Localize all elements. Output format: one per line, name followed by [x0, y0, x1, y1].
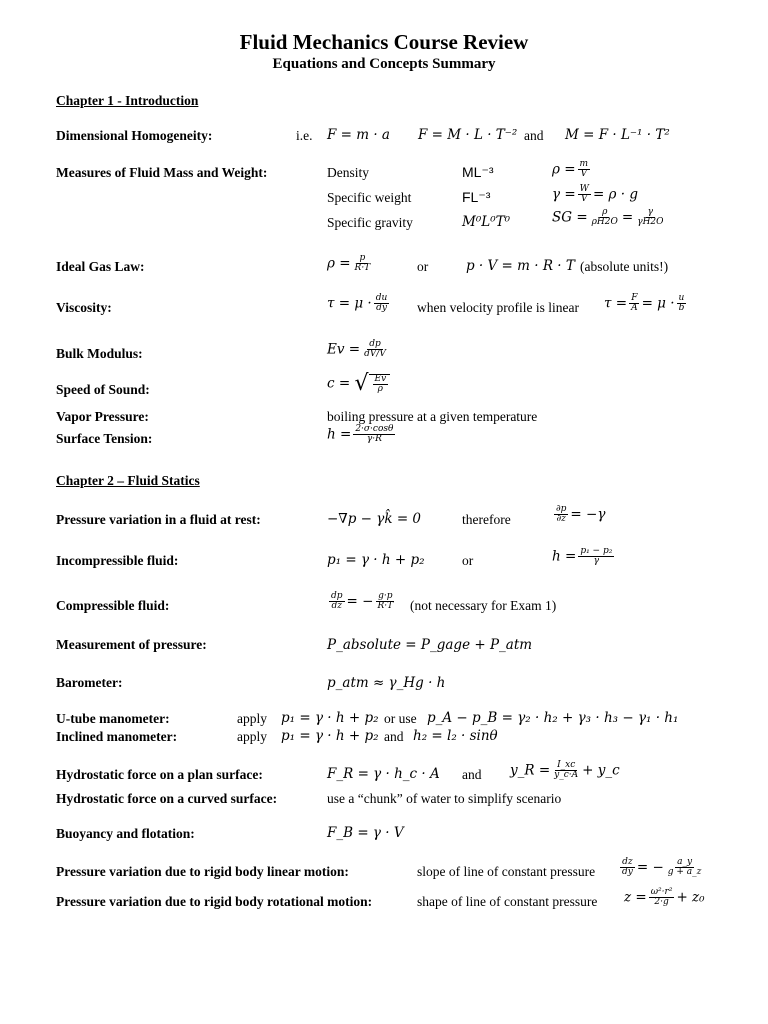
viscosity-note: when velocity profile is linear — [417, 300, 579, 315]
compressible-label: Compressible fluid: — [56, 598, 170, 613]
buoyancy-label: Buoyancy and flotation: — [56, 826, 195, 841]
curved-surface-text: use a “chunk” of water to simplify scenario — [327, 791, 562, 806]
u-tube-eq: p₁ = γ · h + p₂ — [281, 710, 379, 726]
u-tube-eq-2: p_A − p_B = γ₂ · h₂ + γ₃ · h₃ − γ₁ · h₁ — [427, 710, 679, 726]
density-label: Density — [327, 165, 369, 180]
viscosity-eq-2: τ = $\frac{F}{A}$ = μ · $\frac{u}{b}$ — [604, 293, 685, 314]
inclined-eq: p₁ = γ · h + p₂ — [281, 728, 379, 744]
rest-eq: −∇p − γk̂ = 0 — [327, 511, 422, 527]
surface-tension-label: Surface Tension: — [56, 431, 153, 446]
u-tube-apply: apply — [237, 711, 267, 726]
rest-eq-2: $\frac{\partial p}{\partial z}$ = −γ — [556, 504, 606, 525]
speed-of-sound-eq: c = √ $\frac{Ev}{\rho}$ — [327, 373, 390, 395]
dimensional-ie: i.e. — [296, 128, 313, 143]
measures-label: Measures of Fluid Mass and Weight: — [56, 165, 268, 180]
specific-weight-label: Specific weight — [327, 190, 412, 205]
bulk-modulus-label: Bulk Modulus: — [56, 346, 143, 361]
plan-surface-and: and — [462, 767, 482, 782]
ideal-gas-or: or — [417, 259, 429, 274]
u-tube-or: or use — [384, 711, 417, 726]
dimensional-eq-1: F = m · a — [327, 127, 390, 143]
chapter-1-heading: Chapter 1 - Introduction — [56, 93, 199, 108]
ideal-gas-label: Ideal Gas Law: — [56, 259, 145, 274]
viscosity-label: Viscosity: — [56, 300, 112, 315]
buoyancy-eq: F_B = γ · V — [327, 825, 404, 841]
ideal-gas-eq-1: ρ = $\frac{p}{R\cdot T}$ — [327, 253, 371, 274]
specific-weight-eq: γ = $\frac{W}{V}$ = ρ · g — [552, 184, 638, 205]
dimensional-and: and — [524, 128, 544, 143]
inclined-apply: apply — [237, 729, 267, 744]
density-units: ML⁻³ — [462, 164, 494, 180]
linear-motion-text: slope of line of constant pressure — [417, 864, 596, 879]
measurement-label: Measurement of pressure: — [56, 637, 207, 652]
surface-tension-eq: h = $\frac{2\cdot\sigma\cdot\cos\theta}{\gamma\cdot R}$ — [327, 424, 394, 445]
page-subtitle: Equations and Concepts Summary — [272, 56, 496, 72]
compressible-note: (not necessary for Exam 1) — [410, 598, 557, 613]
bulk-modulus-eq: Ev = $\frac{dp}{dV/V}$ — [327, 339, 386, 360]
ideal-gas-eq-2: p · V = m · R · T — [466, 258, 575, 274]
incompressible-or: or — [462, 553, 474, 568]
dimensional-eq-3: M = F · L⁻¹ · T² — [565, 127, 670, 143]
viscosity-eq-1: τ = μ · $\frac{du}{dy}$ — [327, 293, 388, 314]
u-tube-label: U-tube manometer: — [56, 711, 170, 726]
inclined-eq-2: h₂ = l₂ · sinθ — [413, 728, 498, 744]
rest-label: Pressure variation in a fluid at rest: — [56, 512, 261, 527]
barometer-label: Barometer: — [56, 675, 123, 690]
specific-gravity-eq: SG = $\frac{\rho}{\rho H2O}$ = $\frac{\gamma}{\gamma H2O}$ — [552, 207, 664, 228]
plan-surface-label: Hydrostatic force on a plan surface: — [56, 767, 263, 782]
plan-surface-eq: F_R = γ · h_c · A — [327, 766, 440, 782]
linear-motion-eq: $\frac{dz}{dy}$ = − $\frac{a\_y}{g + a\_z}$ — [622, 857, 702, 878]
rotational-motion-label: Pressure variation due to rigid body rotational motion: — [56, 894, 373, 909]
incompressible-eq-2: h = $\frac{\text{p₁ − p₂}}{\gamma}$ — [552, 546, 613, 567]
rotational-motion-eq: z = $\frac{\text{ω²·r²}}{2\cdot g}$ + z₀ — [624, 887, 705, 908]
measurement-eq: P_absolute = P_gage + P_atm — [327, 637, 533, 653]
linear-motion-label: Pressure variation due to rigid body linear motion: — [56, 864, 349, 879]
rest-therefore: therefore — [462, 512, 511, 527]
dimensional-eq-2: F = M · L · T⁻² — [418, 127, 518, 143]
speed-of-sound-label: Speed of Sound: — [56, 382, 150, 397]
chapter-2-heading: Chapter 2 – Fluid Statics — [56, 473, 200, 488]
page-title: Fluid Mechanics Course Review — [239, 30, 529, 54]
inclined-and: and — [384, 729, 404, 744]
compressible-eq: $\frac{dp}{dz}$ = − $\frac{g\cdot p}{R\cdot T}$ — [331, 591, 394, 612]
incompressible-eq: p₁ = γ · h + p₂ — [327, 552, 425, 568]
rotational-motion-text: shape of line of constant pressure — [417, 894, 598, 909]
specific-gravity-label: Specific gravity — [327, 215, 413, 230]
vapor-pressure-text: boiling pressure at a given temperature — [327, 409, 538, 424]
plan-surface-eq-2: y_R = $\frac{I\_xc}{y\_c\cdot A}$ + y_c — [510, 760, 620, 781]
density-eq: ρ = $\frac{m}{V}$ — [552, 159, 589, 180]
inclined-label: Inclined manometer: — [56, 729, 178, 744]
barometer-eq: p_atm ≈ γ_Hg · h — [327, 675, 446, 691]
ideal-gas-note: (absolute units!) — [580, 259, 669, 274]
specific-weight-units: FL⁻³ — [462, 189, 491, 205]
curved-surface-label: Hydrostatic force on a curved surface: — [56, 791, 278, 806]
dimensional-homogeneity-label: Dimensional Homogeneity: — [56, 128, 213, 143]
specific-gravity-units: M⁰L⁰T⁰ — [462, 214, 511, 230]
vapor-pressure-label: Vapor Pressure: — [56, 409, 149, 424]
incompressible-label: Incompressible fluid: — [56, 553, 179, 568]
